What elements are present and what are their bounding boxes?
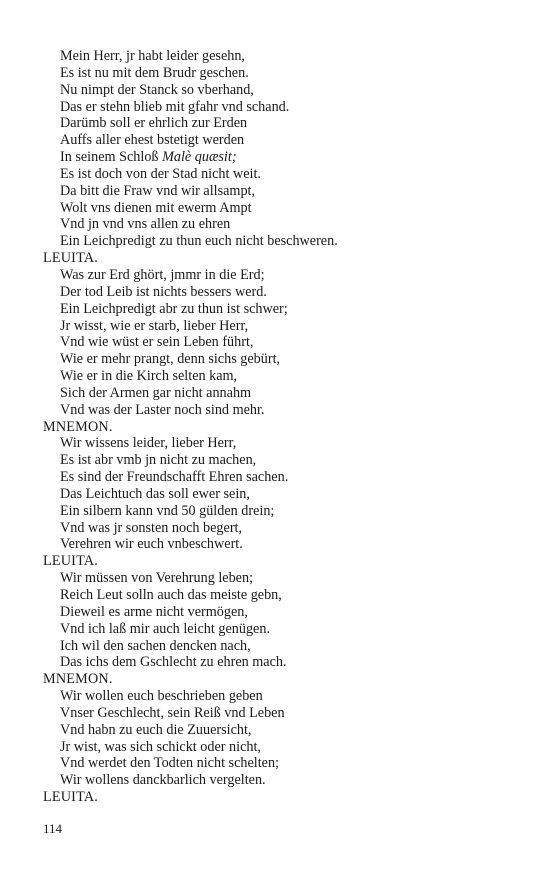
line-text: Das ichs dem Gschlecht zu ehren mach.	[60, 654, 287, 671]
line-text: Der tod Leib ist nichts bessers werd.	[60, 283, 267, 300]
verse-line	[43, 200, 523, 217]
speaker-name	[43, 419, 523, 436]
line-text: MNEMON.	[43, 671, 113, 688]
line-text: Es ist nu mit dem Brudr geschen.	[60, 64, 249, 81]
line-text: Ein silbern kann vnd 50 gülden drein;	[60, 502, 275, 519]
line-text: Auffs aller ehest bstetigt werden	[60, 132, 245, 149]
verse-line	[43, 166, 523, 183]
line-text: LEUITA.	[43, 250, 99, 267]
verse-line	[43, 638, 523, 655]
line-text: Wir wollen euch beschrieben geben	[60, 688, 263, 705]
line-text: LEUITA.	[43, 789, 99, 806]
line-text: Wir wollens danckbarlich vergelten.	[60, 772, 266, 789]
verse-line	[43, 385, 523, 402]
verse-line	[43, 722, 523, 739]
verse-line	[43, 149, 523, 166]
verse-line	[43, 772, 523, 789]
verse-line	[43, 587, 523, 604]
verse-line	[43, 654, 523, 671]
speaker-name	[43, 250, 523, 267]
line-text: Vnd was jr sonsten noch begert,	[60, 519, 243, 536]
verse-line	[43, 755, 523, 772]
speaker-name	[43, 789, 523, 806]
play-text	[43, 48, 523, 806]
line-text: LEUITA.	[43, 553, 99, 570]
verse-line	[43, 351, 523, 368]
line-text: MNEMON.	[43, 418, 113, 435]
line-text: Vnd was der Laster noch sind mehr.	[60, 401, 265, 418]
speaker-name	[43, 671, 523, 688]
verse-line	[43, 688, 523, 705]
verse-line	[43, 233, 523, 250]
verse-line	[43, 536, 523, 553]
verse-line	[43, 705, 523, 722]
line-text: Vnser Geschlecht, sein Reiß vnd Leben	[60, 704, 285, 721]
line-text: Dieweil es arme nicht vermögen,	[60, 603, 248, 620]
line-text: Wie er mehr prangt, denn sichs gebürt,	[60, 351, 281, 368]
verse-line	[43, 452, 523, 469]
line-text: Ein Leichpredigt abr zu thun ist schwer;	[60, 300, 288, 317]
verse-line	[43, 621, 523, 638]
line-text: Wie er in die Kirch selten kam,	[60, 368, 238, 385]
line-text: Vnd wie wüst er sein Leben führt,	[60, 334, 254, 351]
verse-line	[43, 99, 523, 116]
verse-line	[43, 368, 523, 385]
line-text: Was zur Erd ghört, jmmr in die Erd;	[60, 266, 265, 283]
line-text: Das er stehn blieb mit gfahr vnd schand.	[60, 98, 290, 115]
latin-phrase: Malè quæsit;	[162, 149, 237, 166]
verse-line	[43, 334, 523, 351]
verse-line	[43, 183, 523, 200]
verse-line	[43, 520, 523, 537]
verse-line	[43, 132, 523, 149]
line-text: Vnd ich laß mir auch leicht genügen.	[60, 620, 270, 637]
line-text: Es sind der Freundschafft Ehren sachen.	[60, 469, 289, 486]
verse-line	[43, 604, 523, 621]
line-text: Jr wist, was sich schickt oder nicht,	[60, 738, 261, 755]
page-number: 114	[43, 821, 63, 836]
line-text: In seinem Schloß	[60, 149, 163, 166]
verse-line	[43, 267, 523, 284]
verse-line	[43, 503, 523, 520]
line-text: Vnd werdet den Todten nicht schelten;	[60, 755, 279, 772]
line-text: Darümb soll er ehrlich zur Erden	[60, 115, 248, 132]
verse-line	[43, 284, 523, 301]
line-text: Es ist abr vmb jn nicht zu machen,	[60, 452, 257, 469]
line-text: Wir wissens leider, lieber Herr,	[60, 435, 237, 452]
verse-line	[43, 82, 523, 99]
verse-line	[43, 115, 523, 132]
line-text: Es ist doch von der Stad nicht weit.	[60, 165, 261, 182]
line-text: Da bitt die Fraw vnd wir allsampt,	[60, 182, 256, 199]
speaker-name	[43, 553, 523, 570]
verse-line	[43, 216, 523, 233]
verse-line	[43, 65, 523, 82]
line-text: Verehren wir euch vnbeschwert.	[60, 536, 243, 553]
line-text: Vnd jn vnd vns allen zu ehren	[60, 216, 231, 233]
line-text: Wolt vns dienen mit ewerm Ampt	[60, 199, 252, 216]
verse-line	[43, 48, 523, 65]
line-text: Ich wil den sachen dencken nach,	[60, 637, 251, 654]
verse-line	[43, 435, 523, 452]
line-text: Jr wisst, wie er starb, lieber Herr,	[60, 317, 249, 334]
line-text: Reich Leut solln auch das meiste gebn,	[60, 587, 282, 603]
verse-line	[43, 318, 523, 335]
line-text: Das Leichtuch das soll ewer sein,	[60, 485, 250, 502]
verse-line	[43, 469, 523, 486]
verse-line	[43, 570, 523, 587]
line-text: Vnd habn zu euch die Zuuersicht,	[60, 721, 252, 738]
verse-line	[43, 486, 523, 503]
line-text: Sich der Armen gar nicht annahm	[60, 384, 252, 401]
line-text: Nu nimpt der Stanck so vberhand,	[60, 81, 254, 98]
line-text: Wir müssen von Verehrung leben;	[60, 570, 254, 587]
line-text: Ein Leichpredigt zu thun euch nicht beschweren.	[60, 233, 338, 250]
verse-line	[43, 402, 523, 419]
verse-line	[43, 301, 523, 318]
verse-line	[43, 739, 523, 756]
line-text: Mein Herr, jr habt leider gesehn,	[60, 48, 245, 64]
